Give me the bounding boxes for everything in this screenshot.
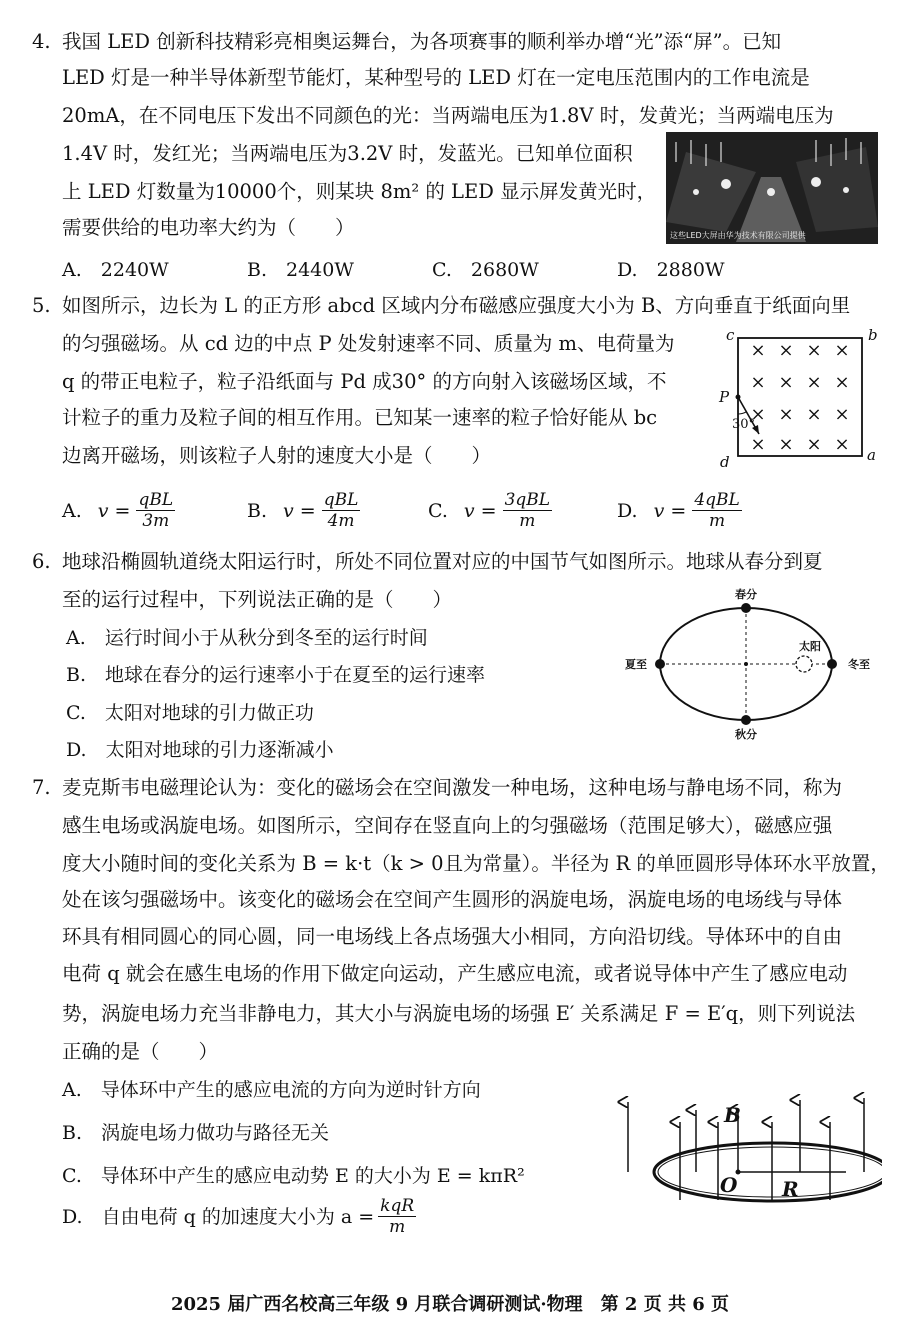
field-cross: × — [778, 340, 794, 361]
fraction-numerator: 4qBL — [694, 490, 740, 510]
option-lhs: v = — [97, 499, 131, 522]
q6-number: 6. — [32, 550, 51, 573]
q5-option-b[interactable] — [247, 490, 360, 531]
q7-option-b[interactable]: B. 涡旋电场力做功与路径无关 — [62, 1122, 330, 1144]
q6-line: 地球沿椭圆轨道绕太阳运行时，所处不同位置对应的中国节气如图所示。地球从春分到夏 — [62, 550, 823, 573]
vortex-field-ring-figure — [612, 1092, 882, 1212]
page-footer: 2025 届广西名校高三年级 9 月联合调研测试·物理 第 2 页 共 6 页 — [170, 1294, 730, 1315]
fraction-denominator: 4m — [327, 511, 355, 531]
q6-option-c[interactable]: C. 太阳对地球的引力做正功 — [66, 702, 314, 724]
fraction-numerator: 3qBL — [504, 490, 551, 510]
field-cross: × — [806, 434, 822, 455]
q5-option-d[interactable] — [617, 490, 742, 531]
q4-option-d[interactable]: D. 2880W — [617, 259, 725, 281]
option-lhs: v = — [283, 499, 316, 522]
q4-line: LED 灯是一种半导体新型节能灯，某种型号的 LED 灯在一定电压范围内的工作电流是 — [62, 66, 810, 89]
q6-option-d[interactable]: D. 太阳对地球的引力逐渐减小 — [66, 739, 334, 761]
q5-line: 计粒子的重力及粒子间的相互作用。已知某一速率的粒子恰好能从 bc — [62, 406, 658, 429]
q4-line: 1.4V 时，发红光；当两端电压为3.2V 时，发蓝光。已知单位面积 — [62, 142, 633, 165]
field-cross: × — [834, 404, 850, 425]
field-cross: × — [778, 434, 794, 455]
q4-line: 需要供给的电功率大约为（ ） — [62, 216, 355, 239]
q5-option-a[interactable] — [62, 490, 175, 531]
label-winter-solstice: 冬至 — [848, 658, 870, 671]
q7-line: 度大小随时间的变化关系为 B = k·t（k > 0且为常量）。半径为 R 的单匝圆形导体环水平放置， — [62, 852, 890, 875]
q4-option-a[interactable]: A. 2240W — [62, 259, 169, 281]
q7-line: 电荷 q 就会在感生电场的作用下做定向运动，产生感应电流，或者说导体中产生了感应电动 — [62, 962, 848, 985]
fraction-denominator: m — [519, 511, 536, 531]
q5-line: 的匀强磁场。从 cd 边的中点 P 处发射速率不同、质量为 m、电荷量为 — [62, 332, 675, 355]
q7-line: 处在该匀强磁场中。该变化的磁场会在空间产生圆形的涡旋电场，涡旋电场的电场线与导体 — [62, 888, 843, 911]
field-cross: × — [806, 404, 822, 425]
q4-line: 我国 LED 创新科技精彩亮相奥运舞台，为各项赛事的顺利举办增“光”添“屏”。已知 — [62, 30, 782, 53]
label-radius-r: R — [782, 1177, 799, 1201]
q7-line: 正确的是（ ） — [62, 1040, 219, 1063]
q7-option-a[interactable]: A. 导体环中产生的感应电流的方向为逆时针方向 — [62, 1079, 481, 1101]
q7-line: 环具有相同圆心的同心圆，同一电场线上各点场强大小相同，方向沿切线。导体环中的自由 — [62, 925, 843, 948]
photo-caption: 这些LED大屏由华为技术有限公司提供 — [670, 231, 806, 240]
option-label: C. — [428, 499, 448, 522]
q4-option-b[interactable]: B. 2440W — [247, 259, 354, 281]
field-cross: × — [750, 434, 766, 455]
q6-option-b[interactable]: B. 地球在春分的运行速率小于在夏至的运行速率 — [66, 664, 486, 686]
option-label: D. — [617, 499, 638, 522]
q7-line: 势，涡旋电场力充当非静电力，其大小与涡旋电场的场强 E′ 关系满足 F = E′q，则下列说法 — [62, 1002, 856, 1025]
label-center-o: O — [720, 1173, 738, 1197]
label-summer-solstice: 夏至 — [625, 658, 647, 671]
option-lhs: v = — [653, 499, 687, 522]
q4-option-c[interactable]: C. 2680W — [432, 259, 539, 281]
q4-line: 20mA，在不同电压下发出不同颜色的光：当两端电压为1.8V 时，发黄光；当两端电压为 — [62, 104, 834, 127]
q5-number: 5. — [32, 294, 51, 317]
label-sun: 太阳 — [799, 640, 821, 653]
q4-line: 上 LED 灯数量为10000个，则某块 8m² 的 LED 显示屏发黄光时， — [62, 180, 657, 203]
label-spring-equinox: 春分 — [735, 588, 757, 601]
q7-number: 7. — [32, 776, 51, 799]
option-label: B. — [247, 499, 268, 522]
led-stage-photo — [666, 132, 878, 244]
q5-option-c[interactable] — [428, 490, 552, 531]
fraction-denominator: 3m — [142, 511, 170, 531]
q7-option-d[interactable] — [62, 1196, 416, 1237]
fraction-denominator: m — [389, 1217, 406, 1237]
label-b-field: B — [724, 1103, 741, 1127]
q6-line: 至的运行过程中，下列说法正确的是（ ） — [62, 588, 453, 611]
label-a: a — [867, 446, 876, 464]
option-lhs: v = — [463, 499, 497, 522]
label-autumn-equinox: 秋分 — [735, 728, 757, 741]
q5-line: 如图所示，边长为 L 的正方形 abcd 区域内分布磁感应强度大小为 B、方向垂直于纸面向里 — [62, 294, 851, 317]
q6-option-a[interactable]: A. 运行时间小于从秋分到冬至的运行时间 — [66, 627, 428, 649]
option-label: D. 自由电荷 q 的加速度大小为 a = — [62, 1205, 375, 1228]
q7-line: 麦克斯韦电磁理论认为：变化的磁场会在空间激发一种电场，这种电场与静电场不同，称为 — [62, 776, 843, 799]
fraction-numerator: qBL — [323, 490, 359, 510]
q7-line: 感生电场或涡旋电场。如图所示，空间存在竖直向上的匀强磁场（范围足够大），磁感应强 — [62, 814, 833, 837]
option-label: A. — [62, 499, 82, 522]
field-cross: × — [834, 372, 850, 393]
q4-number: 4. — [32, 30, 51, 53]
fraction-denominator: m — [708, 511, 726, 531]
field-cross: × — [806, 340, 822, 361]
field-cross: × — [778, 404, 794, 425]
fraction-numerator: qBL — [138, 490, 174, 510]
label-c: c — [726, 326, 735, 344]
q7-option-c[interactable]: C. 导体环中产生的感应电动势 E 的大小为 E = kπR² — [62, 1165, 525, 1187]
field-cross: × — [778, 372, 794, 393]
field-cross: × — [834, 340, 850, 361]
label-b: b — [868, 326, 878, 344]
q5-line: 边离开磁场，则该粒子人射的速度大小是（ ） — [62, 444, 492, 467]
q5-line: q 的带正电粒子，粒子沿纸面与 Pd 成30° 的方向射入该磁场区域，不 — [62, 370, 667, 393]
angle-label: 30° — [732, 417, 756, 432]
field-cross: × — [750, 372, 766, 393]
magnetic-field-square-figure — [712, 322, 882, 472]
fraction-numerator: kqR — [380, 1196, 415, 1216]
field-cross: × — [834, 434, 850, 455]
field-cross: × — [750, 404, 766, 425]
earth-orbit-figure — [618, 586, 882, 742]
label-d: d — [720, 453, 730, 471]
field-cross: × — [750, 340, 766, 361]
label-p: P — [719, 388, 730, 406]
field-cross: × — [806, 372, 822, 393]
